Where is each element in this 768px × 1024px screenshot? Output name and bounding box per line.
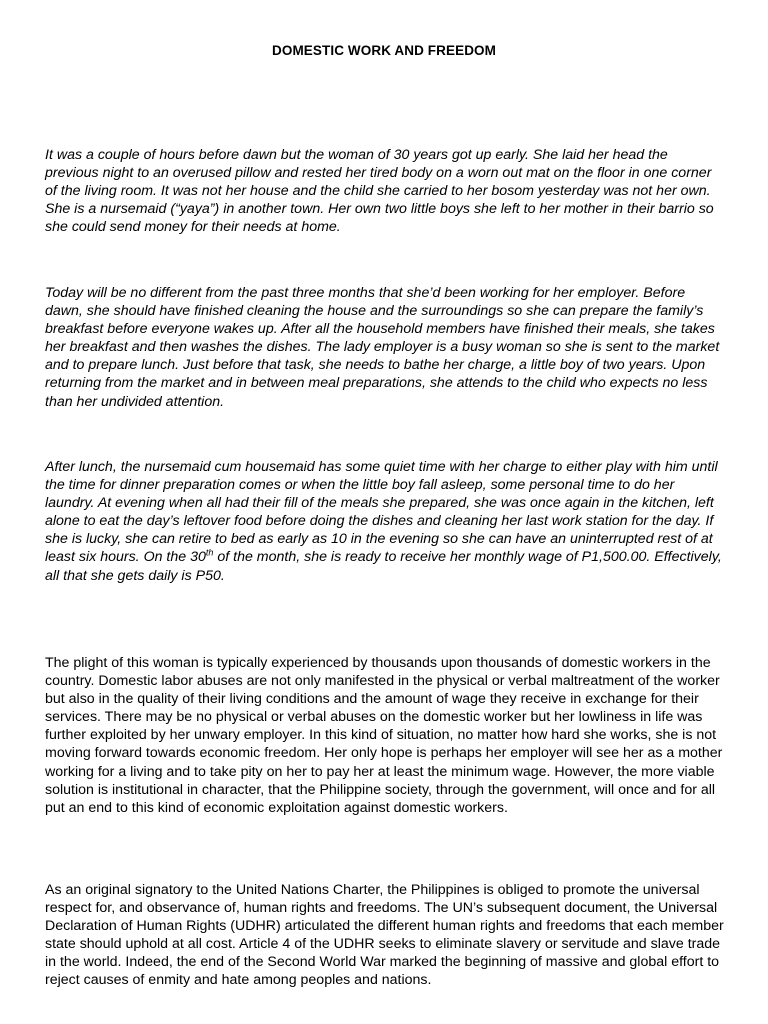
paragraph-2: Today will be no different from the past three months that she’d been working for her employer. Before dawn, she should have finished cleaning the house and the surroundings so she can prepare the family’s breakfast before everyone wakes up. After all the household members have finished their meals, she takes her breakfast and then washes the dishes. The lady employer is a busy woman so she is sent to the market and to prepare lunch. Just before that task, she needs to bathe her charge, a little boy of two years. Upon returning from the market and in between meal preparations, she attends to the child who expects no less than her undivided attention. <box>45 285 720 410</box>
paragraph-3 <box>45 458 725 585</box>
paragraph-1: It was a couple of hours before dawn but the woman of 30 years got up early. She laid her head the previous night to an overused pillow and rested her tired body on a worn out mat on the floor in one corner of the living room. It was not her house and the child she carried to her bosom yesterday was not her own. She is a nursemaid (“yaya”) in another town. Her own two little boys she left to her mother in their barrio so she could send money for their needs at home. <box>45 147 714 236</box>
paragraph-5: As an original signatory to the United Nations Charter, the Philippines is obliged to promote the universal respect for, and observance of, human rights and freedoms. The UN’s subsequent document, the Universal Declaration of Human Rights (UDHR) articulated the different human rights and freedoms that each member state should uphold at all cost. Article 4 of the UDHR seeks to eliminate slavery or servitude and slave trade in the world. Indeed, the end of the Second World War marked the beginning of massive and global effort to reject causes of enmity and hate among peoples and nations. <box>45 882 724 989</box>
paragraph-4: The plight of this woman is typically experienced by thousands upon thousands of domestic workers in the country. Domestic labor abuses are not only manifested in the physical or verbal maltreatment of the worker but also in the quality of their living conditions and the amount of wage they receive in exchange for their services. There may be no physical or verbal abuses on the domestic worker but her lowliness in life was further exploited by her unwary employer. In this kind of situation, no matter how hard she works, she is not moving forward towards economic freedom. Her only hope is perhaps her employer will see her as a mother working for a living and to take pity on her to pay her at least the minimum wage. However, the more viable solution is institutional in character, that the Philippine society, through the government, will once and for all put an end to this kind of economic exploitation against domestic workers. <box>45 655 723 816</box>
paragraph-3-text-b: of the month, she is ready to receive her monthly wage of P1,500.00. Effectively, all that she gets daily is P50. <box>45 549 722 584</box>
paragraph-3-text-a: After lunch, the nursemaid cum housemaid has some quiet time with her charge to either play with him until the time for dinner preparation comes or when the little boy fall asleep, some personal time to do her laundry. At evening when all had their fill of the meals she prepared, she was once again in the kitchen, left alone to eat the day’s leftover food before doing the dishes and cleaning her last work station for the day. If she is lucky, she can retire to bed as early as 10 in the evening so she can have an uninterrupted rest of at least six hours. On the 30 <box>45 459 718 566</box>
ordinal-superscript: th <box>205 547 214 558</box>
document-title: DOMESTIC WORK AND FREEDOM <box>272 43 496 58</box>
